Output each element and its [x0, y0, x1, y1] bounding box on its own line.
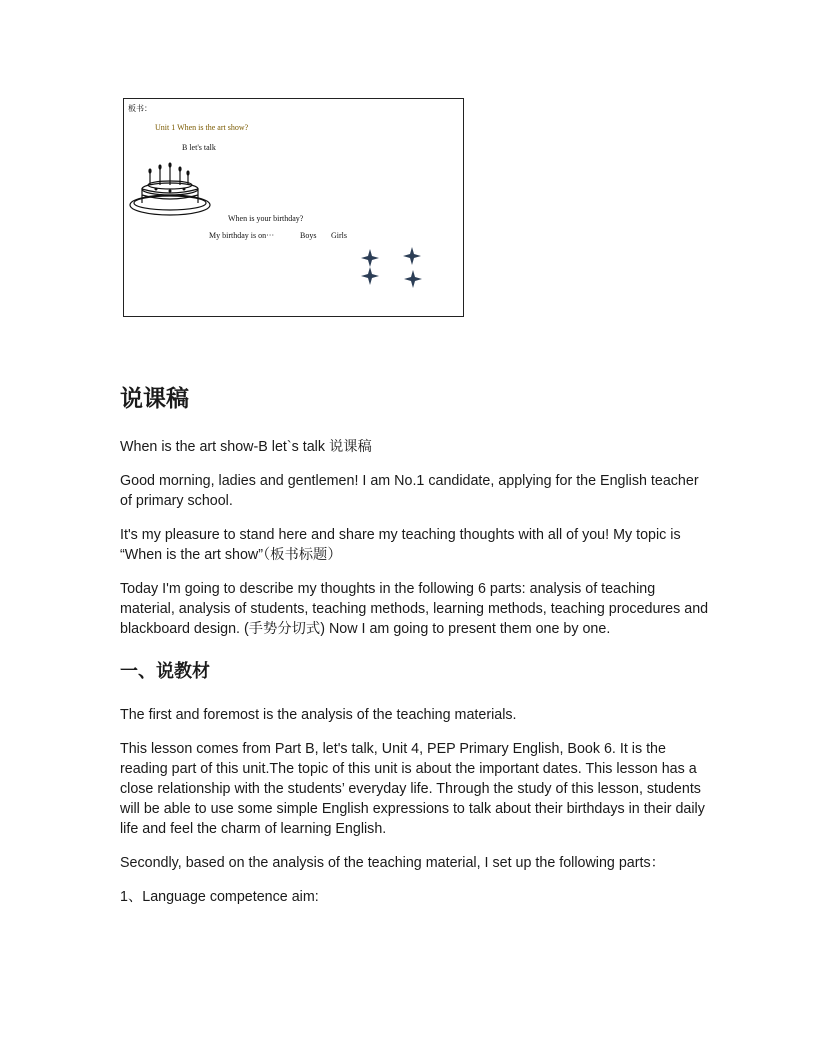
parts-paragraph: Today I'm going to describe my thoughts in the following 6 parts: analysis of teaching material, analysis of students, teaching methods, learning methods, teaching procedures and blackboard design. (手势分切式) Now I am going to present them one by one.	[120, 581, 709, 637]
birthday-cake-icon	[128, 161, 214, 221]
board-boys-label: Boys	[300, 231, 317, 240]
aim-paragraph: 1、Language competence aim:	[120, 889, 319, 905]
board-unit-title: Unit 1 When is the art show?	[155, 123, 249, 132]
board-girls-label: Girls	[331, 231, 347, 240]
greeting-paragraph: Good morning, ladies and gentlemen! I am No.1 candidate, applying for the English teacher of primary school.	[120, 473, 699, 509]
lesson-plan-text	[120, 380, 710, 921]
board-question: When is your birthday?	[228, 214, 304, 223]
board-answer: My birthday is on···	[209, 231, 275, 240]
blackboard-design-image	[123, 98, 464, 317]
first-paragraph: The first and foremost is the analysis of the teaching materials.	[120, 707, 517, 723]
section-heading-materials: 一、说教材	[120, 661, 210, 682]
star-icons	[360, 247, 424, 289]
page-title: 说课稿	[120, 386, 189, 412]
subtitle-paragraph: When is the art show-B let`s talk 说课稿	[120, 439, 372, 455]
second-paragraph: Secondly, based on the analysis of the teaching material, I set up the following parts：	[120, 855, 665, 871]
board-header: 板书：	[128, 104, 152, 113]
topic-paragraph: It's my pleasure to stand here and share my teaching thoughts with all of you! My topic is “When is the art show”（板书标题）	[120, 527, 681, 563]
board-lesson: B let's talk	[182, 143, 216, 152]
lesson-paragraph: This lesson comes from Part B, let's talk, Unit 4, PEP Primary English, Book 6. It is the reading part of this unit.The topic of this unit is about the important dates. This lesson has a close relationship with the students’ everyday life. Through the study of this lesson, students will be able to use some simple English expressions to talk about their birthdays in their daily life and feel the charm of learning English.	[120, 741, 705, 837]
